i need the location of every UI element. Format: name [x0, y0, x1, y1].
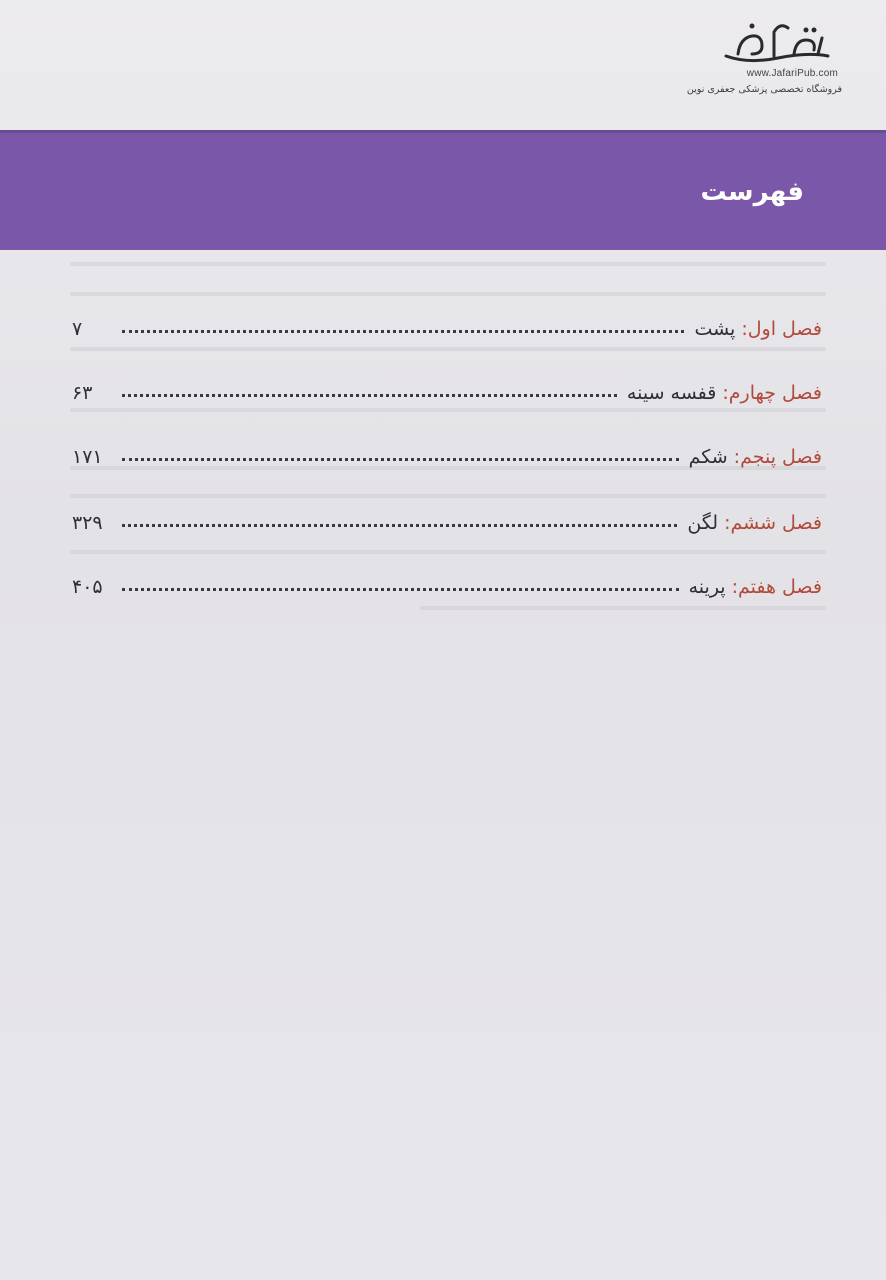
toc-chapter-title: شکم: [688, 446, 728, 468]
toc-entry[interactable]: [72, 494, 822, 534]
toc-chapter-title: لگن: [687, 512, 719, 534]
toc-entry[interactable]: [72, 558, 822, 598]
publisher-logo-mark: [718, 18, 836, 66]
toc-chapter-label: فصل اول:: [741, 318, 822, 340]
toc-page-number: ۶۳: [72, 382, 93, 404]
bleed-through-line: [70, 347, 826, 351]
title-banner: [0, 130, 886, 250]
bleed-through-line: [70, 262, 826, 266]
page-title: فهرست: [700, 177, 804, 207]
bleed-through-line: [70, 408, 826, 412]
toc-page-number: ۳۲۹: [72, 512, 103, 534]
toc-chapter-title: پشت: [694, 318, 736, 340]
publisher-url: www.JafariPub.com: [746, 68, 838, 79]
toc-chapter-label: فصل چهارم:: [722, 382, 822, 404]
toc-leader-dots: [122, 587, 679, 591]
toc-entry[interactable]: [72, 428, 822, 468]
toc-entry[interactable]: [72, 364, 822, 404]
bleed-through-line: [420, 606, 826, 610]
toc-leader-dots: [122, 393, 617, 397]
toc-chapter-label: فصل پنجم:: [733, 446, 822, 468]
publisher-logo: [686, 18, 842, 108]
toc-chapter-label: فصل ششم:: [724, 512, 822, 534]
toc-chapter-title: قفسه سینه: [626, 382, 717, 404]
toc-page-number: ۱۷۱: [72, 446, 103, 468]
publisher-tagline: فروشگاه تخصصی پزشکی جعفری نوین: [686, 84, 842, 95]
toc-leader-dots: [122, 457, 679, 461]
toc-leader-dots: [122, 523, 677, 527]
toc-entry[interactable]: [72, 300, 822, 340]
toc-chapter-label: فصل هفتم:: [731, 576, 822, 598]
toc-chapter-title: پرینه: [688, 576, 726, 598]
bleed-through-line: [70, 292, 826, 296]
bleed-through-line: [70, 550, 826, 554]
toc-leader-dots: [122, 329, 684, 333]
toc-page-number: ۷: [72, 318, 83, 340]
toc-page-number: ۴۰۵: [72, 576, 103, 598]
